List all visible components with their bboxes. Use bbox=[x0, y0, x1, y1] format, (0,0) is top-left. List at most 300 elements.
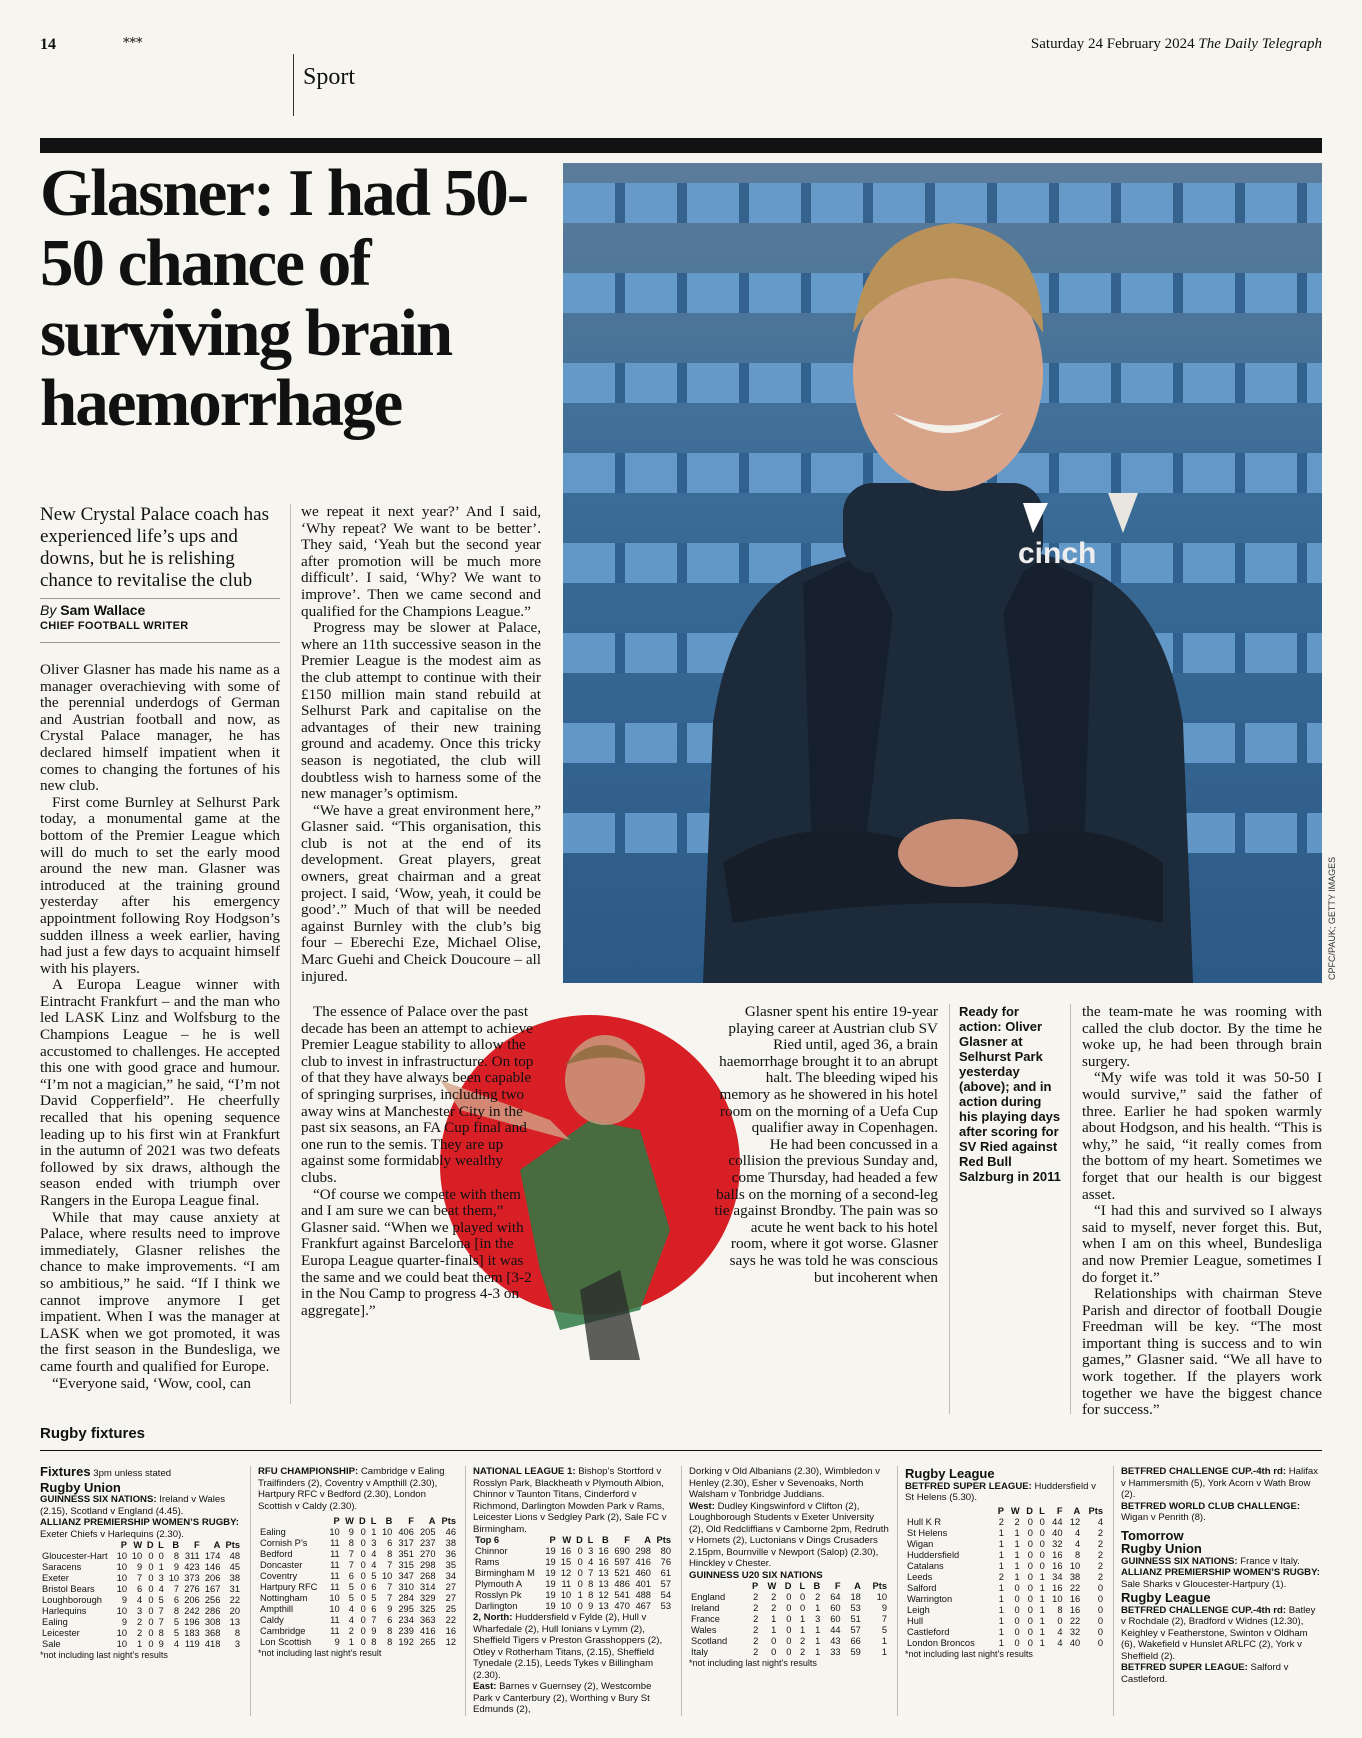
table-cell: 4 bbox=[1057, 1637, 1063, 1648]
table-cell: 329 bbox=[419, 1593, 436, 1603]
author-role: CHIEF FOOTBALL WRITER bbox=[40, 620, 189, 632]
table-cell: 6 bbox=[137, 1584, 143, 1594]
table-cell: 1 bbox=[158, 1562, 164, 1572]
table-cell: 0 bbox=[148, 1573, 154, 1583]
table-row bbox=[40, 1595, 242, 1606]
table-cell: 7 bbox=[387, 1582, 393, 1592]
table-cell: 40 bbox=[1069, 1637, 1081, 1648]
table-row bbox=[689, 1625, 889, 1636]
article-column-2-cont bbox=[301, 1004, 541, 1319]
table-cell: 0 bbox=[1039, 1538, 1045, 1549]
table-row bbox=[258, 1615, 458, 1626]
table-cell: 2 bbox=[799, 1647, 806, 1657]
column-header: A bbox=[854, 1581, 861, 1591]
table-cell: 9 bbox=[137, 1562, 143, 1572]
table-cell: 541 bbox=[614, 1590, 630, 1600]
table-cell: 8 bbox=[234, 1628, 240, 1638]
table-cell: 22 bbox=[229, 1595, 240, 1605]
table-cell: 1 bbox=[1014, 1527, 1020, 1538]
table-cell: 1 bbox=[1039, 1626, 1045, 1637]
table-cell: 9 bbox=[588, 1601, 594, 1611]
table-cell: Wigan bbox=[907, 1538, 934, 1549]
paragraph: While that may cause anxiety at Palace, where results need to improve immediately, Glasner relishes the chance to make improvements. “I am so ambitious,” he said. “If I think we cannot improve anymore I get impatient. When I was the manager at LASK when we got promoted, it was the first season in the Bundesliga, we came fourth and qualified for Europe. bbox=[40, 1208, 280, 1375]
table-cell: Cornish P’s bbox=[260, 1538, 308, 1548]
table-cell: 1 bbox=[998, 1582, 1004, 1593]
table-cell: 0 bbox=[148, 1562, 154, 1572]
table-cell: 45 bbox=[229, 1562, 240, 1572]
column-header: F bbox=[408, 1516, 414, 1526]
league-table bbox=[689, 1581, 889, 1658]
table-cell: 1 bbox=[998, 1615, 1004, 1626]
table-cell: 0 bbox=[1014, 1615, 1020, 1626]
table-cell: 5 bbox=[173, 1617, 180, 1627]
table-cell: 0 bbox=[1014, 1604, 1020, 1615]
table-cell: 119 bbox=[184, 1639, 200, 1649]
byline-rule-top bbox=[40, 598, 280, 599]
table-cell: 0 bbox=[1039, 1527, 1045, 1538]
table-cell: 7 bbox=[348, 1549, 354, 1559]
table-cell: 34 bbox=[445, 1571, 456, 1581]
table-cell: 4 bbox=[158, 1584, 164, 1594]
table-cell: Hull K R bbox=[907, 1516, 942, 1527]
table-cell: 597 bbox=[614, 1557, 630, 1567]
table-cell: 0 bbox=[158, 1551, 164, 1561]
table-cell: 4 bbox=[1075, 1527, 1081, 1538]
section-divider bbox=[293, 54, 294, 116]
table-cell: 11 bbox=[330, 1571, 340, 1581]
table-cell: 9 bbox=[173, 1562, 180, 1572]
byline bbox=[40, 602, 145, 618]
table-cell: Caldy bbox=[260, 1615, 284, 1625]
table-cell: 4 bbox=[137, 1595, 143, 1605]
competition-name: BETFRED SUPER LEAGUE: bbox=[905, 1480, 1032, 1492]
table-cell: 10 bbox=[329, 1604, 340, 1614]
sport-heading: Rugby League bbox=[1121, 1590, 1211, 1605]
table-cell: 268 bbox=[419, 1571, 436, 1581]
table-cell: 0 bbox=[786, 1636, 792, 1646]
table-cell: 1 bbox=[577, 1590, 583, 1600]
table-cell: 10 bbox=[116, 1551, 127, 1561]
league-table bbox=[258, 1516, 458, 1648]
table-cell: 1 bbox=[371, 1527, 377, 1537]
fixture-list: Barnes v Guernsey (2), Westcombe Park v Canterbury (2), Worthing v Bury St Edmunds (2), bbox=[473, 1681, 652, 1715]
table-cell: Ireland bbox=[691, 1603, 720, 1613]
table-cell: 0 bbox=[577, 1557, 583, 1567]
column-header: Pts bbox=[441, 1516, 456, 1526]
competition-name: ALLIANZ PREMIERSHIP WOMEN’S RUGBY: bbox=[40, 1517, 239, 1528]
table-cell: Leigh bbox=[907, 1604, 930, 1615]
fixture-list: Salford v Castleford. bbox=[1121, 1662, 1289, 1685]
table-cell: 10 bbox=[168, 1573, 180, 1583]
table-row bbox=[258, 1538, 458, 1549]
table-cell: 2 bbox=[1097, 1527, 1103, 1538]
table-row bbox=[905, 1583, 1105, 1594]
table-cell: 167 bbox=[204, 1584, 221, 1594]
table-cell: 0 bbox=[1097, 1593, 1103, 1604]
table-cell: 310 bbox=[398, 1582, 414, 1592]
table-row bbox=[905, 1517, 1105, 1528]
table-cell: 38 bbox=[1069, 1571, 1081, 1582]
table-cell: 0 bbox=[1014, 1626, 1020, 1637]
table-cell: Scotland bbox=[691, 1636, 728, 1646]
table-cell: 183 bbox=[184, 1628, 200, 1638]
table-cell: Plymouth A bbox=[475, 1579, 523, 1589]
table-row bbox=[40, 1617, 242, 1628]
table-cell: 284 bbox=[398, 1593, 414, 1603]
fixture-list: France v Italy. bbox=[1240, 1555, 1300, 1567]
fixtures-column-rule bbox=[1113, 1466, 1114, 1716]
table-cell: 0 bbox=[577, 1546, 583, 1556]
table-row bbox=[905, 1627, 1105, 1638]
table-cell: 1 bbox=[771, 1614, 777, 1624]
paper-name: The Daily Telegraph bbox=[1198, 36, 1322, 52]
table-cell: 13 bbox=[598, 1568, 609, 1578]
table-cell: 18 bbox=[850, 1592, 861, 1602]
table-cell: 0 bbox=[577, 1601, 583, 1611]
table-cell: 0 bbox=[1027, 1637, 1033, 1648]
column-header: B bbox=[602, 1535, 609, 1545]
column-header: D bbox=[784, 1581, 792, 1591]
table-cell: 1 bbox=[137, 1639, 143, 1649]
column-header: D bbox=[146, 1540, 154, 1550]
competition-name: West: bbox=[689, 1500, 715, 1512]
table-cell: 12 bbox=[445, 1637, 456, 1647]
table-cell: Doncaster bbox=[260, 1560, 303, 1570]
table-cell: 0 bbox=[1014, 1582, 1020, 1593]
table-cell: 0 bbox=[1027, 1626, 1033, 1637]
table-row bbox=[473, 1579, 673, 1590]
article-column-1 bbox=[40, 662, 280, 1392]
fixture-list: Batley v Rochdale (2), Bradford v Widnes (12.30), Keighley v Featherstone, Swinton v Oldham (6), Wakefield v Hunslet ARLFC (2), York v Sheffield (2). bbox=[1121, 1604, 1316, 1662]
table-cell: 9 bbox=[158, 1639, 164, 1649]
column-rule bbox=[1070, 1004, 1071, 1414]
table-cell: 11 bbox=[561, 1579, 572, 1589]
table-row bbox=[258, 1571, 458, 1582]
table-cell: Lon Scottish bbox=[260, 1637, 312, 1647]
table-cell: 0 bbox=[1039, 1549, 1045, 1560]
table-cell: 2 bbox=[137, 1628, 143, 1638]
column-header: P bbox=[752, 1581, 759, 1591]
table-row bbox=[689, 1647, 889, 1658]
table-cell: 1 bbox=[998, 1538, 1004, 1549]
table-cell: 6 bbox=[173, 1595, 180, 1605]
table-cell: 53 bbox=[660, 1601, 671, 1611]
table-cell: 0 bbox=[360, 1637, 366, 1647]
column-header: L bbox=[799, 1581, 806, 1591]
table-row bbox=[689, 1636, 889, 1647]
column-header: D bbox=[1026, 1505, 1033, 1516]
table-cell: 0 bbox=[360, 1527, 366, 1537]
table-cell: 11 bbox=[330, 1582, 340, 1592]
table-cell: 11 bbox=[330, 1538, 340, 1548]
table-cell: 0 bbox=[360, 1560, 366, 1570]
fixtures-column-rule bbox=[250, 1466, 251, 1716]
table-cell: 1 bbox=[998, 1593, 1004, 1604]
byline-rule-bottom bbox=[40, 642, 280, 643]
table-cell: 0 bbox=[577, 1568, 583, 1578]
table-row bbox=[905, 1572, 1105, 1583]
table-cell: 48 bbox=[229, 1551, 240, 1561]
column-header: P bbox=[333, 1516, 340, 1526]
paragraph: we repeat it next year?’ And I said, ‘Why repeat? We want to be better’. They said, ‘Yeah but the second year after promotion will be much more difficult’. I said, ‘Why? We want to improve’. Then we came second and qualified for the Champions League.” bbox=[301, 503, 541, 620]
top-rule bbox=[40, 138, 1322, 153]
table-cell: 6 bbox=[387, 1538, 393, 1548]
table-cell: 1 bbox=[1039, 1604, 1045, 1615]
table-row bbox=[258, 1604, 458, 1615]
table-cell: 8 bbox=[1075, 1549, 1081, 1560]
table-cell: 10 bbox=[381, 1571, 393, 1581]
table-cell: 12 bbox=[560, 1568, 572, 1578]
competition-name: BETFRED CHALLENGE CUP.-4th rd: bbox=[1121, 1466, 1287, 1477]
table-row bbox=[905, 1594, 1105, 1605]
table-cell: 9 bbox=[387, 1604, 393, 1614]
table-cell: 8 bbox=[158, 1628, 164, 1638]
table-cell: 521 bbox=[614, 1568, 630, 1578]
fixture-list: Huddersfield v St Helens (5.30). bbox=[905, 1480, 1096, 1503]
photo-caption: Ready for action: Oliver Glasner at Selhurst Park yesterday (above); and in action during his playing days after scoring for SV Ried against Red Bull Salzburg in 2011 bbox=[959, 1004, 1061, 1184]
table-cell: 10 bbox=[560, 1590, 572, 1600]
table-cell: Bedford bbox=[260, 1549, 293, 1559]
column-header bbox=[258, 1516, 326, 1527]
table-cell: 1 bbox=[1039, 1615, 1045, 1626]
column-header: L bbox=[158, 1540, 164, 1550]
table-cell: 10 bbox=[560, 1601, 572, 1611]
table-cell: Loughborough bbox=[42, 1595, 102, 1605]
table-cell: 7 bbox=[158, 1617, 164, 1627]
table-cell: 0 bbox=[360, 1549, 366, 1559]
table-row bbox=[258, 1560, 458, 1571]
table-cell: Darlington bbox=[475, 1601, 518, 1611]
column-header bbox=[905, 1506, 993, 1517]
table-cell: Salford bbox=[907, 1582, 937, 1593]
table-cell: 0 bbox=[360, 1582, 366, 1592]
table-cell: Exeter bbox=[42, 1573, 69, 1583]
table-cell: 10 bbox=[329, 1593, 340, 1603]
table-cell: Ampthill bbox=[260, 1604, 294, 1614]
table-row bbox=[258, 1582, 458, 1593]
table-cell: 2 bbox=[753, 1625, 759, 1635]
table-cell: 7 bbox=[588, 1568, 594, 1578]
table-cell: 22 bbox=[445, 1615, 456, 1625]
table-cell: 8 bbox=[588, 1590, 594, 1600]
table-cell: Birmingham M bbox=[475, 1568, 535, 1578]
table-cell: 2 bbox=[815, 1592, 821, 1602]
column-header bbox=[689, 1581, 746, 1592]
table-cell: 196 bbox=[184, 1617, 200, 1627]
table-cell: 34 bbox=[1052, 1571, 1063, 1582]
fixtures-column-4 bbox=[689, 1466, 889, 1670]
table-cell: Italy bbox=[691, 1647, 709, 1657]
table-cell: 20 bbox=[229, 1606, 240, 1616]
table-cell: 8 bbox=[588, 1579, 594, 1589]
table-row bbox=[258, 1626, 458, 1637]
table-cell: 298 bbox=[419, 1560, 436, 1570]
table-cell: 242 bbox=[184, 1606, 200, 1616]
table-cell: 4 bbox=[588, 1557, 594, 1567]
table-footnote: *not including last night’s results bbox=[40, 1650, 168, 1660]
table-row bbox=[905, 1528, 1105, 1539]
table-cell: 10 bbox=[1069, 1560, 1081, 1571]
table-cell: 363 bbox=[419, 1615, 436, 1625]
table-cell: Cambridge bbox=[260, 1626, 306, 1636]
table-cell: 38 bbox=[445, 1538, 456, 1548]
table-cell: 16 bbox=[1069, 1593, 1081, 1604]
fixtures-column-2 bbox=[258, 1466, 458, 1660]
table-cell: 10 bbox=[876, 1592, 887, 1602]
table-cell: 0 bbox=[799, 1603, 806, 1613]
table-cell: 0 bbox=[786, 1625, 792, 1635]
column-header bbox=[40, 1540, 114, 1551]
table-cell: 19 bbox=[545, 1557, 556, 1567]
table-cell: 6 bbox=[387, 1615, 393, 1625]
table-cell: 7 bbox=[173, 1584, 180, 1594]
table-cell: 206 bbox=[204, 1573, 221, 1583]
table-cell: 19 bbox=[545, 1568, 556, 1578]
column-header: Pts bbox=[872, 1581, 887, 1591]
table-cell: 416 bbox=[635, 1557, 651, 1567]
sport-heading: Rugby Union bbox=[40, 1479, 121, 1495]
table-cell: 315 bbox=[398, 1560, 414, 1570]
table-cell: 10 bbox=[116, 1584, 127, 1594]
column-header: B bbox=[385, 1516, 393, 1526]
table-cell: 1 bbox=[771, 1625, 777, 1635]
fixtures-column-1 bbox=[40, 1466, 242, 1662]
table-row bbox=[905, 1616, 1105, 1627]
table-row bbox=[258, 1593, 458, 1604]
table-cell: 205 bbox=[419, 1527, 436, 1537]
table-cell: 59 bbox=[850, 1647, 861, 1657]
table-cell: 43 bbox=[830, 1636, 841, 1646]
table-cell: 16 bbox=[1052, 1582, 1063, 1593]
fixtures-column-rule bbox=[897, 1466, 898, 1716]
table-cell: 347 bbox=[398, 1571, 414, 1581]
column-header: B bbox=[172, 1540, 180, 1550]
table-row bbox=[905, 1550, 1105, 1561]
table-cell: 11 bbox=[330, 1626, 340, 1636]
headline: Glasner: I had 50-50 chance of surviving brain haemorrhage bbox=[40, 156, 528, 440]
column-header: A bbox=[213, 1540, 221, 1550]
paragraph: “Everyone said, ‘Wow, cool, can bbox=[52, 1374, 251, 1392]
fixture-list: Halifax v Hammersmith (5), York Acorn v Wath Brow (2). bbox=[1121, 1466, 1319, 1500]
table-cell: 0 bbox=[148, 1617, 154, 1627]
table-cell: 2 bbox=[753, 1647, 759, 1657]
table-cell: 7 bbox=[371, 1615, 377, 1625]
table-cell: 4 bbox=[173, 1639, 180, 1649]
table-cell: Coventry bbox=[260, 1571, 298, 1581]
table-cell: 1 bbox=[998, 1626, 1004, 1637]
table-cell: 234 bbox=[398, 1615, 414, 1625]
table-cell: 0 bbox=[786, 1614, 792, 1624]
table-cell: 0 bbox=[1027, 1571, 1033, 1582]
table-cell: 12 bbox=[598, 1590, 609, 1600]
table-cell: 206 bbox=[184, 1595, 200, 1605]
table-cell: Saracens bbox=[42, 1562, 82, 1572]
article-column-2 bbox=[301, 504, 541, 985]
table-row bbox=[258, 1637, 458, 1648]
column-header: P bbox=[120, 1540, 127, 1550]
table-cell: 423 bbox=[184, 1562, 200, 1572]
table-cell: 0 bbox=[786, 1592, 792, 1602]
table-cell: 9 bbox=[348, 1527, 354, 1537]
table-cell: 10 bbox=[116, 1562, 127, 1572]
table-cell: 25 bbox=[445, 1604, 456, 1614]
paragraph: Relationships with chairman Steve Parish and director of football Dougie Freedman will be key. “The most important thing is success and to win games,” Glasner said. “We all have to work together. If the players work together we have the biggest chance for success.” bbox=[1082, 1285, 1322, 1419]
table-cell: 2 bbox=[753, 1636, 759, 1646]
table-cell: London Broncos bbox=[907, 1637, 975, 1648]
table-cell: 10 bbox=[1052, 1593, 1063, 1604]
table-row bbox=[40, 1606, 242, 1617]
table-row bbox=[689, 1603, 889, 1614]
table-cell: 146 bbox=[204, 1562, 221, 1572]
column-header: W bbox=[1010, 1505, 1020, 1516]
table-cell: 10 bbox=[131, 1551, 143, 1561]
table-cell: Ealing bbox=[260, 1527, 286, 1537]
table-row bbox=[40, 1584, 242, 1595]
table-cell: 0 bbox=[786, 1647, 792, 1657]
page-number: 14 bbox=[40, 36, 56, 53]
table-cell: 3 bbox=[371, 1538, 377, 1548]
table-cell: 4 bbox=[348, 1604, 354, 1614]
table-cell: 1 bbox=[1014, 1560, 1020, 1571]
table-cell: 19 bbox=[545, 1579, 556, 1589]
table-cell: 9 bbox=[881, 1603, 887, 1613]
table-cell: 2 bbox=[137, 1617, 143, 1627]
table-cell: 0 bbox=[360, 1571, 366, 1581]
table-cell: 406 bbox=[398, 1527, 414, 1537]
table-cell: 0 bbox=[360, 1615, 366, 1625]
table-cell: 15 bbox=[560, 1557, 572, 1567]
table-cell: 4 bbox=[1097, 1516, 1103, 1527]
table-cell: Rosslyn Pk bbox=[475, 1590, 522, 1600]
table-cell: Chinnor bbox=[475, 1546, 508, 1556]
table-cell: Ealing bbox=[42, 1617, 68, 1627]
table-cell: 6 bbox=[371, 1604, 377, 1614]
table-cell: 7 bbox=[881, 1614, 887, 1624]
table-cell: 1 bbox=[1039, 1582, 1045, 1593]
table-row bbox=[40, 1573, 242, 1584]
table-cell: 0 bbox=[1027, 1538, 1033, 1549]
fixture-list: Dudley Kingswinford v Clifton (2), Loughborough Students v Exeter University (2), Old Redcliffians v Camborne 2pm, Redruth v Hornets (2), Luctonians v Dings Crusaders 2.15pm, Bournville v Newport (Salop) (2.30), Hinckley v Chester. bbox=[689, 1500, 889, 1569]
table-cell: 7 bbox=[387, 1560, 393, 1570]
table-cell: 1 bbox=[998, 1637, 1004, 1648]
table-cell: 0 bbox=[360, 1538, 366, 1548]
table-row bbox=[40, 1551, 242, 1562]
table-cell: St Helens bbox=[907, 1527, 948, 1538]
table-cell: 7 bbox=[137, 1573, 143, 1583]
competition-name: RFU CHAMPIONSHIP: bbox=[258, 1466, 359, 1477]
table-cell: 470 bbox=[614, 1601, 630, 1611]
column-header: Pts bbox=[656, 1535, 671, 1545]
column-header: P bbox=[997, 1505, 1004, 1516]
competition-name: GUINNESS SIX NATIONS: bbox=[1121, 1555, 1238, 1567]
competition-name: GUINNESS SIX NATIONS: bbox=[40, 1494, 157, 1505]
table-header-row bbox=[40, 1540, 242, 1551]
table-cell: 0 bbox=[1027, 1604, 1033, 1615]
fixtures-column-5 bbox=[905, 1466, 1105, 1660]
table-row bbox=[905, 1638, 1105, 1649]
table-cell: 2 bbox=[998, 1571, 1004, 1582]
table-cell: 57 bbox=[660, 1579, 671, 1589]
competition-name: BETFRED WORLD CLUB CHALLENGE: bbox=[1121, 1500, 1301, 1512]
column-header: F bbox=[1056, 1505, 1063, 1516]
table-cell: 2 bbox=[1097, 1538, 1103, 1549]
table-cell: England bbox=[691, 1592, 726, 1602]
table-cell: 1 bbox=[815, 1603, 821, 1613]
table-cell: 325 bbox=[419, 1604, 436, 1614]
table-cell: 690 bbox=[614, 1546, 630, 1556]
table-cell: 16 bbox=[1069, 1604, 1081, 1615]
column-header: Pts bbox=[1088, 1505, 1103, 1516]
